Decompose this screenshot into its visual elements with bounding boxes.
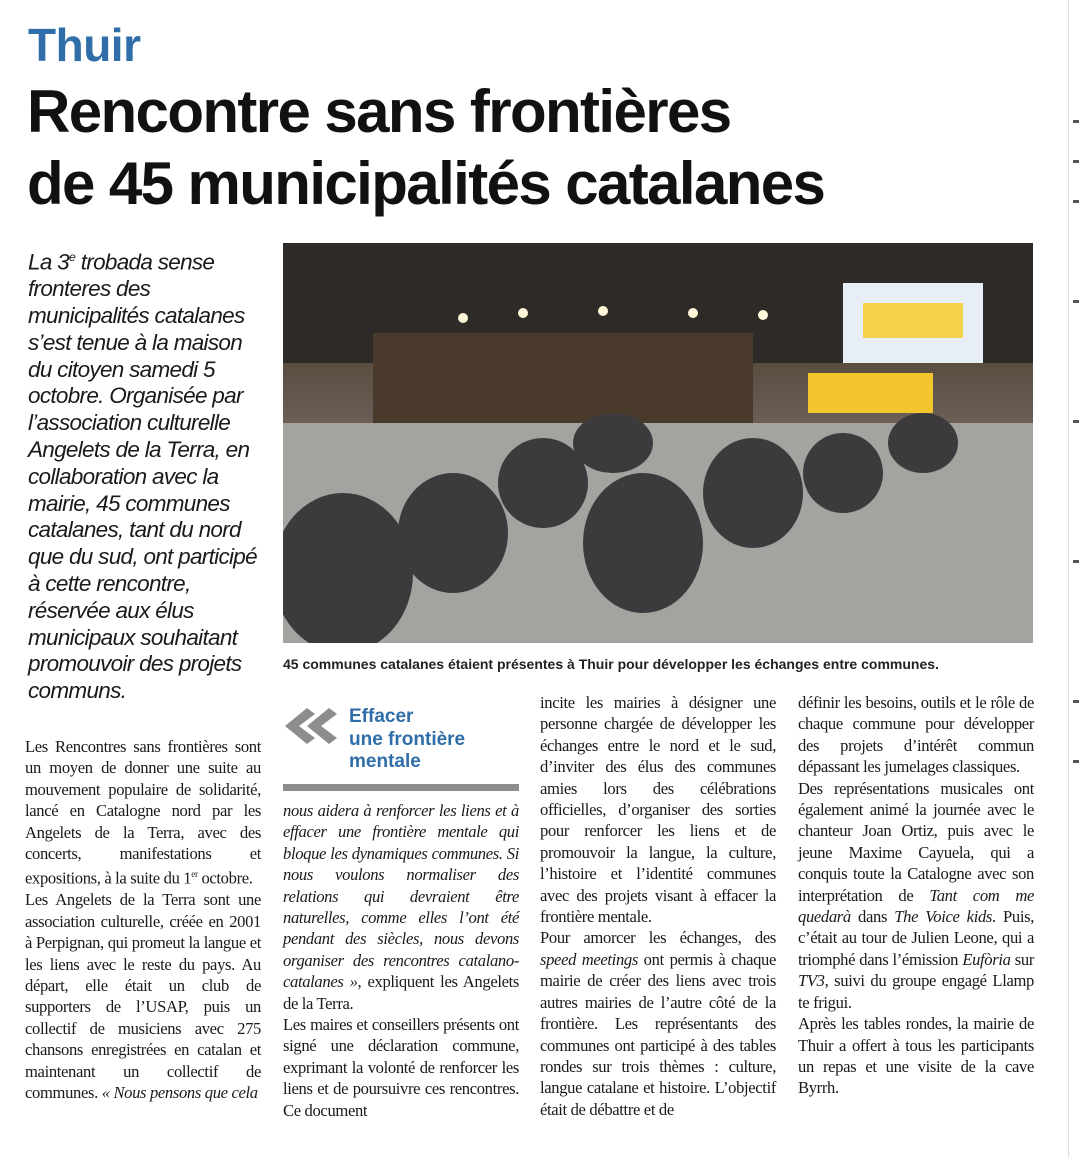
- paragraph: [25, 889, 261, 1103]
- text-run: Des représentations musicales ont également animé la journée avec le chanteur Joan Ortiz, puis avec le jeune Maxime Cayuela, qui a conquis toute la Catalogne avec son interprétation de: [798, 778, 1034, 905]
- text-run: octobre.: [197, 868, 253, 888]
- pull-quote-text: [349, 706, 465, 774]
- article-photo: [283, 243, 1033, 643]
- body-column-3: [540, 692, 776, 1120]
- text-run: ont permis à chaque mairie de créer des liens avec trois autres mairies de l’autre côté de la frontière. Les représentants des communes ont participé à des tables rondes sur trois thèmes : culture, langue catalane et histoire. L’objectif était de débattre et de: [540, 949, 776, 1119]
- body-column-2: [283, 800, 519, 1121]
- headline: [27, 76, 927, 220]
- text-run: Les Angelets de la Terra sont une association culturelle, créée en 2001 à Perpignan, qui promeut la langue et les liens avec le reste du pays. Au départ, elle était un club de supporters de l’USAP, puis un collectif de musiciens avec 275 chansons enregistrées en catalan et maintenant un collectif de communes.: [25, 890, 261, 1103]
- text-run: Les Rencontres sans frontières sont un moyen de donner une suite au mouvement populaire de solidarité, lancé en Catalogne nord par les Angelets de la Terra, avec des concerts, manifestations et expositions, à la suite du 1: [25, 737, 261, 888]
- paragraph: [25, 736, 261, 889]
- text-run: sur: [1010, 949, 1034, 969]
- italic-text: The Voice kids: [894, 907, 993, 927]
- double-chevron-left-icon: [285, 708, 337, 744]
- text-run: Les maires et conseillers présents ont signé une déclaration commune, exprimant la volonté de renforcer les liens et de poursuivre ces rencontres. Ce document: [283, 1015, 519, 1120]
- pull-quote-divider: [283, 784, 519, 791]
- paragraph: [798, 692, 1034, 778]
- pull-quote-line-2: une frontière: [349, 728, 466, 750]
- italic-text: Tant com me quedarà: [798, 885, 1034, 927]
- superscript: e: [69, 250, 76, 264]
- paragraph: [798, 778, 1034, 1013]
- text-run: incite les mairies à désigner une personne chargée de développer les échanges entre le nord et le sud, d’inviter des élus des communes amies lors des célébrations officielles, d’organiser des sorties pour renforcer les liens et de promouvoir la langue, la culture, l’histoire et l’identité communes avec des projets visant à effacer la frontière mentale.: [540, 693, 776, 927]
- superscript: er: [191, 869, 198, 880]
- pull-quote-line-3: mentale: [349, 751, 421, 772]
- paragraph: [540, 927, 776, 1120]
- text-run: . Puis, c’était au tour de Julien Leone, qui a triomphé dans l’émission: [798, 907, 1034, 969]
- italic-text: TV3: [798, 971, 825, 991]
- paragraph: [283, 800, 519, 1014]
- adjacent-article-edge: [1068, 0, 1080, 1157]
- meeting-hall-photo: [283, 243, 1033, 643]
- headline-line-1: Rencontre sans frontières: [27, 78, 731, 145]
- text-run: définir les besoins, outils et le rôle de chaque commune pour développer des projets d’intérêt commun dépassant les jumelages classiques.: [798, 693, 1034, 777]
- text-run: dans: [850, 907, 895, 927]
- text-run: Après les tables rondes, la mairie de Thuir a offert à tous les participants un repas et une visite de la cave Byrrh.: [798, 1014, 1034, 1098]
- italic-text: « Nous pensons que cela: [101, 1083, 258, 1103]
- intro-lede: [28, 244, 268, 705]
- pull-quote: [283, 704, 519, 794]
- body-column-4: [798, 692, 1034, 1099]
- text-run: La 3: [28, 249, 69, 275]
- italic-text: nous aidera à renforcer les liens et à effacer une frontière mentale qui bloque les dynamiques communes. Si nous voulons normaliser des relations qui devraient être naturelles, comme elles l’ont été pendant des siècles, nous devons organiser des rencontres catalano-catalanes »: [283, 801, 519, 992]
- paragraph: [283, 1014, 519, 1121]
- paragraph: [540, 692, 776, 927]
- text-run: trobada sense fronteres des municipalités catalanes s’est tenue à la maison du citoyen samedi 5 octobre. Organisée par l’association culturelle Angelets de la Terra, en collaboration avec la mairie, 45 communes catalanes, tant du nord que du sud, ont participé à cette rencontre, réservée aux élus municipaux souhaitant promouvoir des projets communs.: [28, 249, 257, 704]
- text-run: Pour amorcer les échanges, des: [540, 928, 776, 948]
- paragraph: [798, 1013, 1034, 1099]
- text-run: , suivi du groupe engagé Llamp te frigui.: [798, 971, 1034, 1012]
- text-run: , expliquent les Angelets de la Terra.: [283, 972, 519, 1013]
- pull-quote-line-1: Effacer: [349, 706, 414, 727]
- italic-text: speed meetings: [540, 949, 638, 969]
- italic-text: Eufòria: [962, 949, 1011, 969]
- body-column-1: [25, 736, 261, 1103]
- photo-caption: 45 communes catalanes étaient présentes à Thuir pour développer les échanges entre communes.: [283, 656, 939, 672]
- headline-line-2: de 45 municipalités catalanes: [27, 150, 825, 217]
- section-kicker: Thuir: [28, 19, 141, 71]
